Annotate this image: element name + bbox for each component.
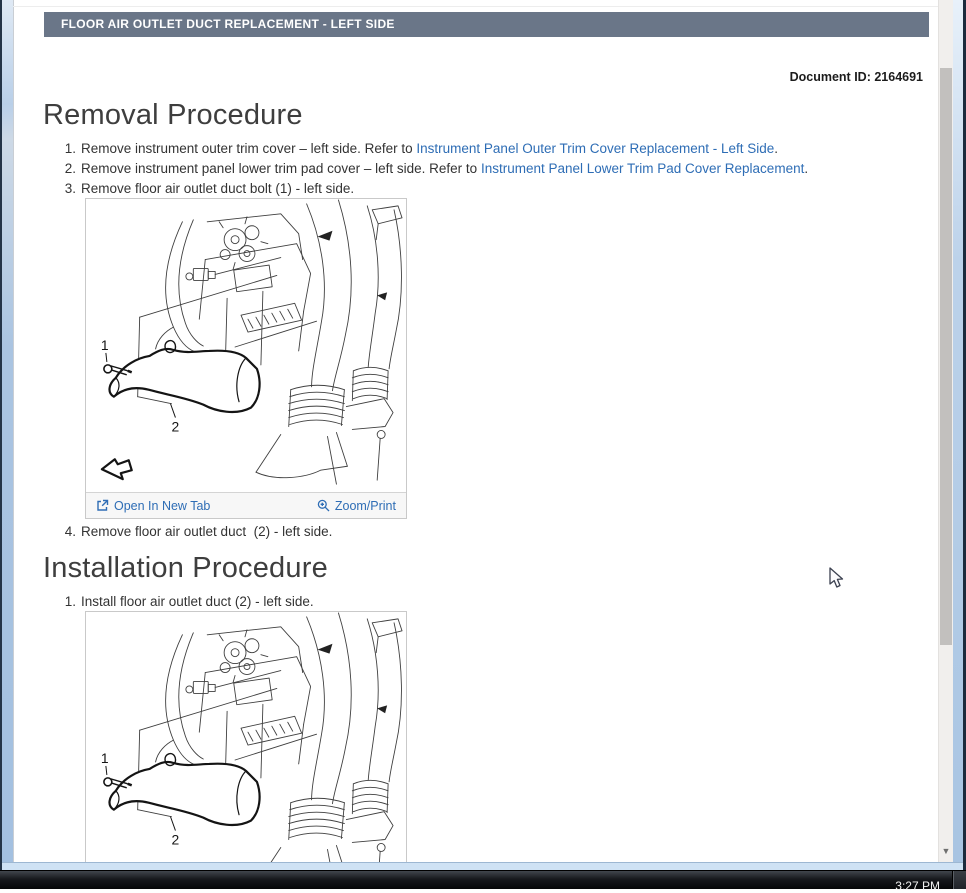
step-text: Remove instrument outer trim cover – left side. Refer to	[81, 141, 417, 156]
direction-arrow-icon	[102, 459, 132, 479]
mouse-cursor	[826, 567, 846, 596]
callout-2-label: 2	[171, 418, 180, 435]
step-number: 1.	[64, 594, 76, 609]
step-text: Install floor air outlet duct (2) - left side.	[81, 594, 314, 609]
removal-step-3	[58, 180, 354, 198]
step-number: 1.	[64, 141, 76, 156]
figure-toolbar	[86, 492, 406, 518]
scrollbar-thumb[interactable]	[940, 68, 952, 645]
step-number: 2.	[64, 161, 76, 176]
window-left-frame	[2, 0, 13, 870]
step-number: 4.	[64, 524, 76, 539]
section-title-bar	[44, 12, 929, 37]
duct-diagram-image	[86, 199, 406, 492]
removal-figure[interactable]	[85, 198, 407, 519]
document-id: Document ID: 2164691	[789, 70, 923, 84]
zoom-print-link[interactable]	[317, 499, 396, 513]
page-top-divider	[13, 6, 938, 7]
scrollbar-down-arrow[interactable]: ▼	[941, 846, 951, 856]
open-in-new-tab-icon	[96, 499, 109, 512]
open-in-new-tab-link[interactable]	[96, 499, 210, 513]
installation-step-1	[58, 593, 314, 611]
step-text: Remove floor air outlet duct bolt (1) - left side.	[81, 181, 355, 196]
step-text: Remove instrument panel lower trim pad cover – left side. Refer to	[81, 161, 481, 176]
removal-step-1	[58, 140, 778, 158]
zoom-print-label: Zoom/Print	[334, 498, 396, 513]
removal-step-4	[58, 523, 332, 541]
link-instrument-panel-lower-trim-pad[interactable]: Instrument Panel Lower Trim Pad Cover Replacement	[480, 161, 805, 176]
step-text-after: .	[804, 161, 809, 176]
zoom-in-icon	[317, 499, 330, 512]
section-title: FLOOR AIR OUTLET DUCT REPLACEMENT - LEFT SIDE	[61, 17, 395, 31]
taskbar[interactable]	[0, 870, 966, 893]
installation-procedure-heading: Installation Procedure	[43, 552, 328, 584]
step-number: 3.	[64, 181, 76, 196]
step-text: Remove floor air outlet duct (2) - left side.	[81, 524, 333, 539]
callout-1-label: 1	[100, 336, 109, 353]
duct-diagram-image	[86, 612, 406, 862]
step-text-after: .	[774, 141, 779, 156]
open-in-new-tab-label: Open In New Tab	[114, 498, 211, 513]
vertical-scrollbar[interactable]	[938, 0, 953, 862]
removal-step-2	[58, 160, 808, 178]
window-right-frame	[952, 0, 963, 870]
link-instrument-panel-outer-trim-cover[interactable]: Instrument Panel Outer Trim Cover Replacement - Left Side	[416, 141, 775, 156]
show-desktop-button[interactable]	[952, 871, 966, 889]
removal-procedure-heading: Removal Procedure	[43, 99, 303, 131]
installation-figure[interactable]	[85, 611, 407, 862]
taskbar-clock[interactable]: 3:27 PM	[895, 879, 940, 893]
